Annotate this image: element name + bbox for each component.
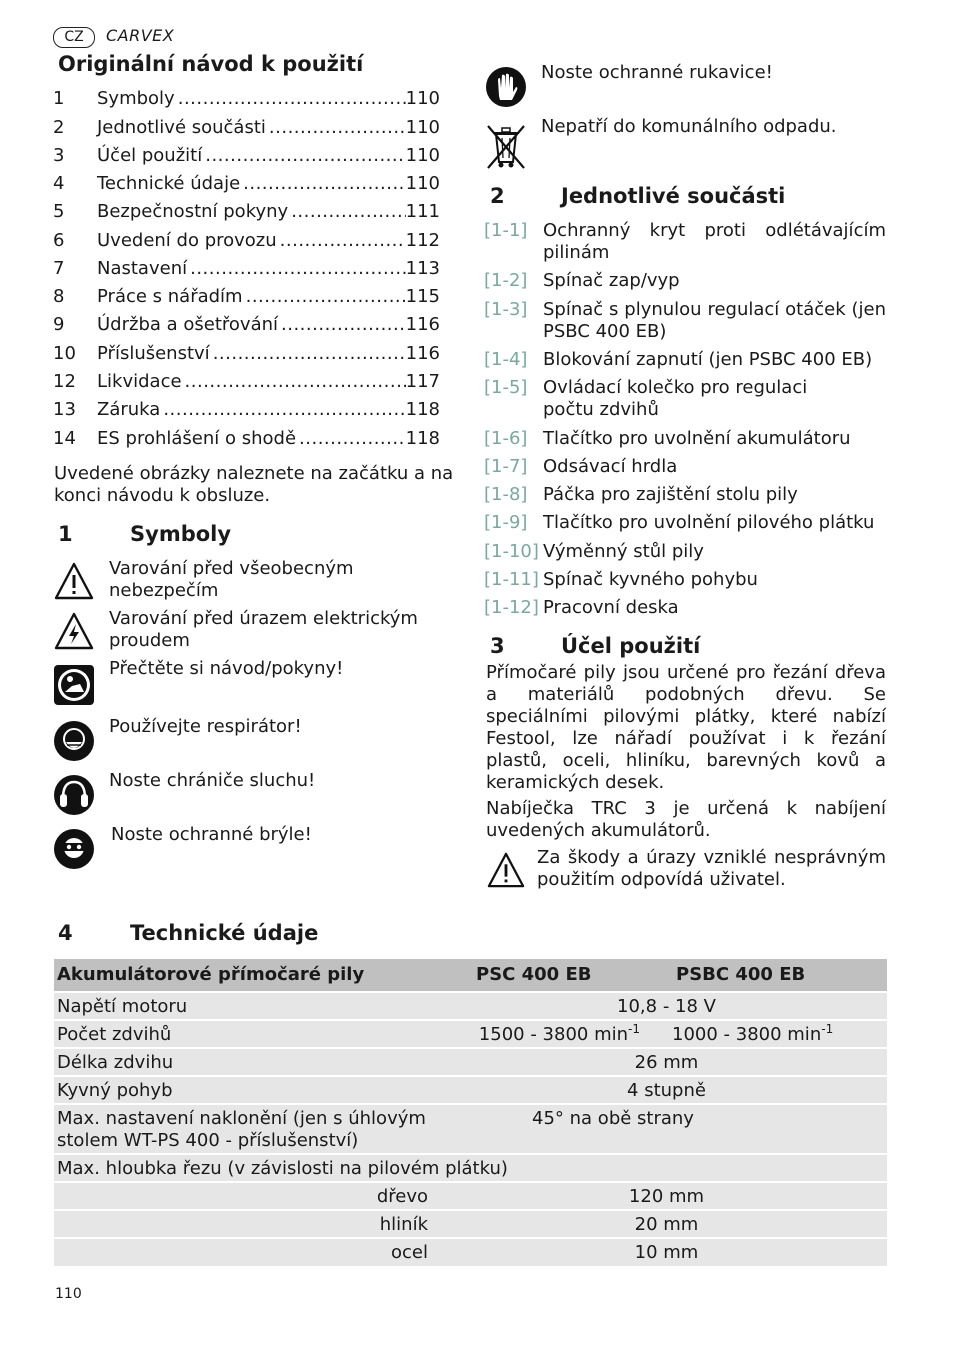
table-row: Počet zdvihů 1500 - 3800 $\min^{-1}$ 1000 - 3800 $\min^{-1}$ <box>54 1020 887 1048</box>
list-item: [1-9] Tlačítko pro uvolnění pilového plátku <box>484 512 875 533</box>
read-manual-icon <box>53 664 95 706</box>
list-item: [1-12] Pracovní deska <box>484 597 679 618</box>
warning-icon <box>486 851 526 889</box>
section-heading-tech: Technické údaje <box>130 921 319 945</box>
language-badge: CZ <box>53 27 95 48</box>
intro-text: Uvedené obrázky naleznete na začátku a na konci návodu k obsluze. <box>54 463 454 506</box>
symbol-item: Noste ochranné brýle! <box>53 828 95 870</box>
toc-item[interactable]: 3 Účel použití ..... 110 <box>53 144 440 168</box>
table-row: dřevo 120 mm <box>54 1182 887 1210</box>
list-item: [1-3] Spínač s plynulou regulací otáček (jen PSBC 400 EB) <box>484 299 886 342</box>
section-heading-symbols: Symboly <box>130 522 232 546</box>
symbol-item: Varování před všeobecným nebezpečím <box>53 560 95 602</box>
symbol-item: Používejte respirátor! <box>53 720 95 762</box>
table-row: Délka zdvihu 26 mm <box>54 1048 887 1076</box>
section-number: 4 <box>58 921 73 945</box>
section-heading-parts: Jednotlivé součásti <box>561 184 786 208</box>
toc-item[interactable]: 13 Záruka ..... 118 <box>53 398 440 422</box>
brand-name: CARVEX <box>106 26 175 45</box>
list-item: [1-11] Spínač kyvného pohybu <box>484 569 758 590</box>
list-item: [1-7] Odsávací hrdla <box>484 456 678 477</box>
respirator-icon <box>53 720 95 762</box>
symbol-item: Noste ochranné rukavice! <box>485 66 527 108</box>
safety-goggles-icon <box>53 828 95 870</box>
section-number: 1 <box>58 522 73 546</box>
gloves-icon <box>485 66 527 108</box>
toc-item[interactable]: 8 Práce s nářadím ..... 115 <box>53 285 440 309</box>
toc-item[interactable]: 1 Symboly ..... 110 <box>53 87 440 111</box>
charger-paragraph: Nabíječka TRC 3 je určená k nabíjení uvedených akumulátorů. <box>486 798 886 841</box>
toc-item[interactable]: 7 Nastavení ..... 113 <box>53 257 440 281</box>
symbol-item: Přečtěte si návod/pokyny! <box>53 664 95 706</box>
symbol-item: Varování před úrazem elektrickým proudem <box>53 610 95 652</box>
list-item: [1-6] Tlačítko pro uvolnění akumulátoru <box>484 428 851 449</box>
table-row: hliník 20 mm <box>54 1210 887 1238</box>
list-item: [1-5] Ovládací kolečko pro regulaci počtu zdvihů <box>484 377 808 420</box>
toc-item[interactable]: 5 Bezpečnostní pokyny ..... 111 <box>53 200 440 224</box>
toc-item[interactable]: 10 Příslušenství ..... 116 <box>53 342 440 366</box>
list-item: [1-1] Ochranný kryt proti odlétávajícím pilinám <box>484 220 886 263</box>
list-item: [1-10] Výměnný stůl pily <box>484 541 704 562</box>
table-row: Max. hloubka řezu (v závislosti na pilovém plátku) <box>54 1154 887 1182</box>
section-number: 3 <box>490 634 505 658</box>
list-item: [1-4] Blokování zapnutí (jen PSBC 400 EB) <box>484 349 873 370</box>
symbol-item: Nepatří do komunálního odpadu. <box>485 122 527 172</box>
page-title: Originální návod k použití <box>58 52 364 76</box>
page-number: 110 <box>55 1286 82 1302</box>
purpose-paragraph: Přímočaré pily jsou určené pro řezání dřeva a materiálů podobných dřevu. Se speciálními pilovými plátky, které nabízí Festool, lze nářadí používat i k řezání plastů, oceli, hliníku, barevných kovů a keramických desek. <box>486 662 886 793</box>
electric-hazard-icon <box>53 610 95 652</box>
section-heading-purpose: Účel použití <box>561 634 701 658</box>
section-number: 2 <box>490 184 505 208</box>
toc-item[interactable]: 6 Uvedení do provozu ..... 112 <box>53 229 440 253</box>
toc-item[interactable]: 2 Jednotlivé součásti ..... 110 <box>53 116 440 140</box>
spec-table <box>54 959 887 1266</box>
warning-icon <box>53 560 95 602</box>
toc-item[interactable]: 14 ES prohlášení o shodě ..... 118 <box>53 427 440 451</box>
liability-warning: Za škody a úrazy vzniklé nesprávným použitím odpovídá uživatel. <box>537 847 886 890</box>
toc-item[interactable]: 4 Technické údaje ..... 110 <box>53 172 440 196</box>
symbol-item: Noste chrániče sluchu! <box>53 774 95 816</box>
hearing-protection-icon <box>53 774 95 816</box>
list-item: [1-8] Páčka pro zajištění stolu pily <box>484 484 798 505</box>
toc-item[interactable]: 12 Likvidace ..... 117 <box>53 370 440 394</box>
list-item: [1-2] Spínač zap/vyp <box>484 270 680 291</box>
table-row: Napětí motoru 10,8 - 18 V <box>54 992 887 1020</box>
table-row: Kyvný pohyb 4 stupně <box>54 1076 887 1104</box>
crossed-bin-icon <box>485 122 527 172</box>
toc-item[interactable]: 9 Údržba a ošetřování ..... 116 <box>53 313 440 337</box>
table-row: Max. nastavení naklonění (jen s úhlovým stolem WT-PS 400 - příslušenství) 45° na obě strany <box>54 1104 887 1154</box>
table-row: ocel 10 mm <box>54 1238 887 1266</box>
table-header-row: Akumulátorové přímočaré pily PSC 400 EB PSBC 400 EB <box>54 959 887 992</box>
